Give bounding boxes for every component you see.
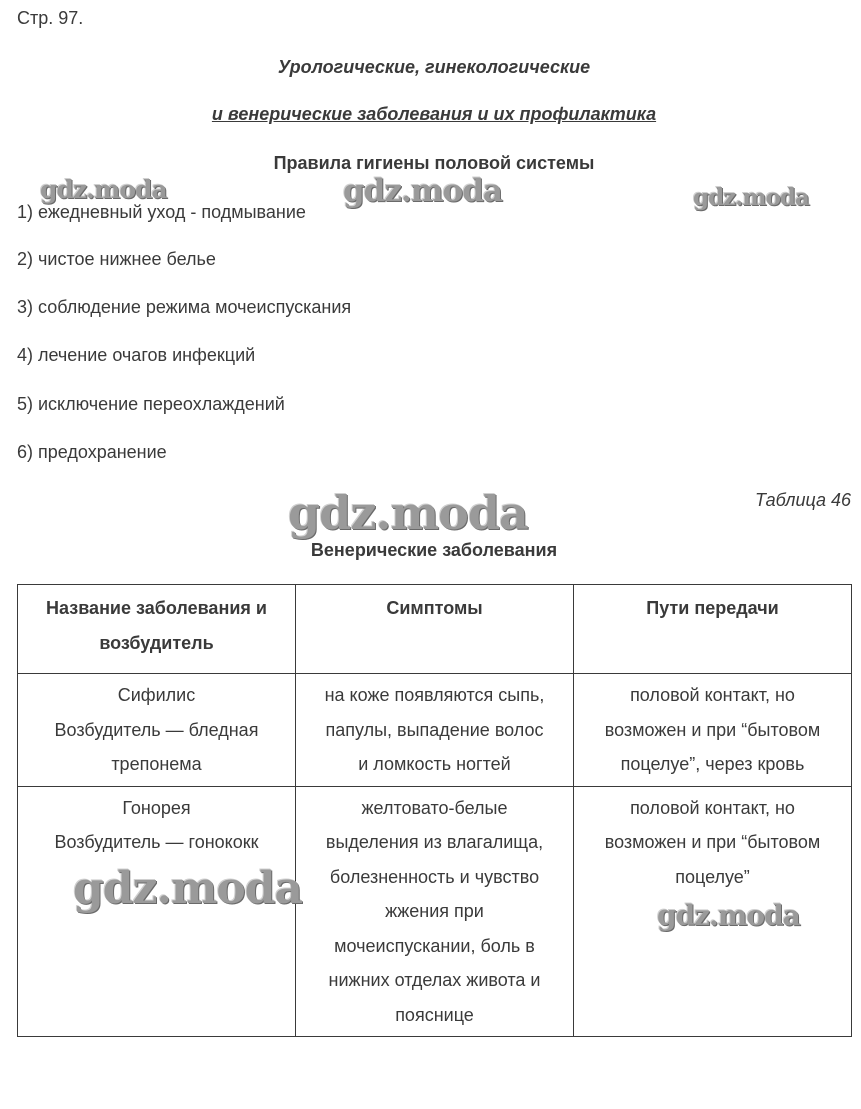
header-line: Симптомы xyxy=(386,598,483,618)
hygiene-title: Правила гигиены половой системы xyxy=(273,153,595,173)
hygiene-item: 5) исключение переохлаждений xyxy=(17,394,285,414)
table-title: Венерические заболевания xyxy=(310,540,558,560)
header-transmission xyxy=(574,585,852,674)
watermark: gdz.moda xyxy=(288,486,528,540)
watermark: gdz.moda xyxy=(40,175,167,204)
header-name xyxy=(18,585,296,674)
cell-symptoms xyxy=(296,674,574,787)
table-row xyxy=(18,786,852,1037)
cell-line: поцелуе” xyxy=(675,866,750,887)
cell-name xyxy=(18,674,296,787)
watermark: gdz.moda xyxy=(693,184,809,211)
hygiene-item: 3) соблюдение режима мочеиспускания xyxy=(17,297,352,317)
cell-transmission xyxy=(574,786,852,1037)
cell-transmission xyxy=(574,674,852,787)
cell-line: возможен и при “бытовом xyxy=(604,719,821,740)
cell-line: нижних отделах живота и xyxy=(328,970,541,990)
cell-line: поцелуе”, через кровь xyxy=(620,754,805,774)
cell-line: Гонорея xyxy=(122,797,191,818)
cell-line: и ломкость ногтей xyxy=(358,754,511,774)
watermark: gdz.moda xyxy=(657,899,800,932)
cell-symptoms xyxy=(296,786,574,1037)
header-line: Название заболевания и xyxy=(46,598,267,618)
hygiene-item: 1) ежедневный уход - подмывание xyxy=(17,202,306,222)
cell-line: половой контакт, но xyxy=(630,797,795,818)
cell-line: пояснице xyxy=(395,1004,474,1025)
cell-line: трепонема xyxy=(111,754,202,774)
hygiene-item: 2) чистое нижнее белье xyxy=(17,249,216,269)
cell-line: папулы, выпадение волос xyxy=(325,719,544,740)
cell-line: Возбудитель — гонококк xyxy=(54,832,259,852)
cell-line: болезненность и чувство xyxy=(329,866,540,887)
heading-line-1: Урологические, гинекологические xyxy=(277,57,591,77)
cell-line: Сифилис xyxy=(117,685,196,705)
diseases-table xyxy=(17,584,852,1037)
cell-name xyxy=(18,786,296,1037)
table-row xyxy=(18,674,852,787)
cell-line: на коже появляются сыпь, xyxy=(324,685,545,705)
cell-line: возможен и при “бытовом xyxy=(604,832,821,852)
hygiene-item: 4) лечение очагов инфекций xyxy=(17,345,256,365)
table-header-row xyxy=(18,585,852,674)
heading-line-2: и венерические заболевания и их профилактика xyxy=(211,104,657,124)
header-line: Пути передачи xyxy=(646,598,779,618)
page-number: Стр. 97. xyxy=(17,8,84,28)
cell-line: жжения при xyxy=(385,901,484,921)
cell-line: Возбудитель — бледная xyxy=(54,719,259,740)
table-caption: Таблица 46 xyxy=(754,490,851,510)
cell-line: половой контакт, но xyxy=(630,685,795,705)
cell-line: желтовато-белые xyxy=(361,797,508,818)
cell-line: выделения из влагалища, xyxy=(325,832,544,852)
header-symptoms xyxy=(296,585,574,674)
header-line: возбудитель xyxy=(99,632,214,653)
watermark: gdz.moda xyxy=(343,173,502,209)
hygiene-item: 6) предохранение xyxy=(17,442,167,462)
cell-line: мочеиспускании, боль в xyxy=(334,935,535,956)
watermark: gdz.moda xyxy=(73,863,303,914)
